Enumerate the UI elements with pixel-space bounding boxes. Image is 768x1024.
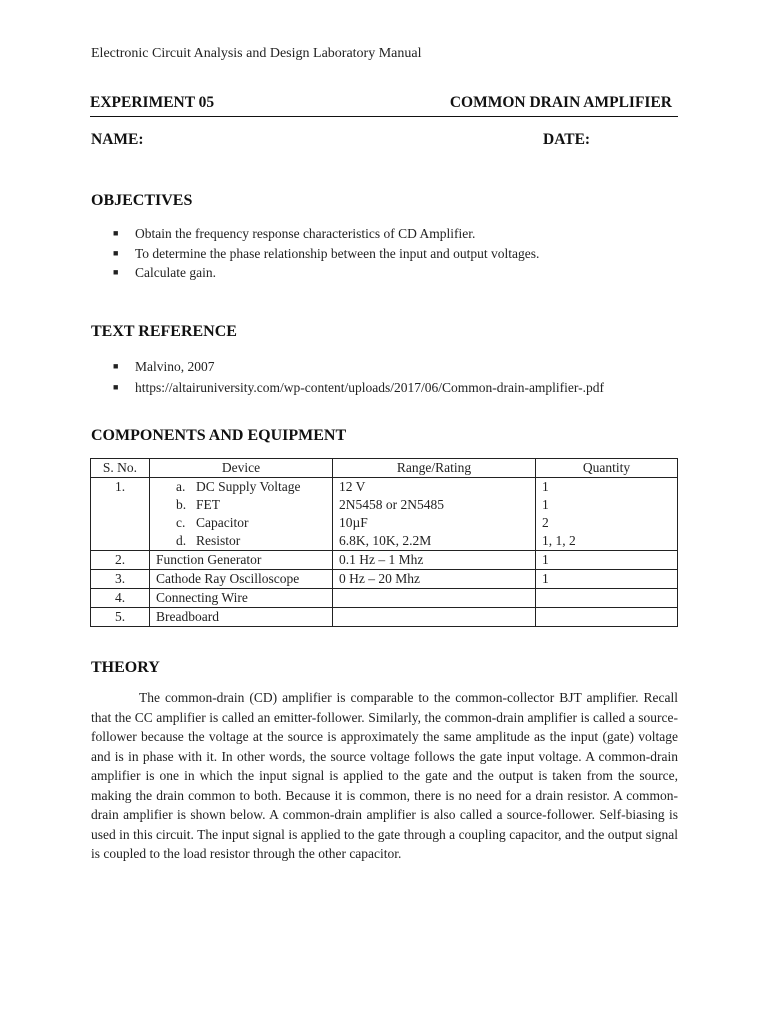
objectives-list: [113, 224, 539, 283]
bullet-icon: ■: [113, 247, 119, 258]
text-reference-heading: TEXT REFERENCE: [91, 323, 237, 340]
quantity-cell: [536, 589, 678, 608]
quantity-cell: 1: [536, 551, 678, 570]
range-cell: 0 Hz – 20 Mhz: [333, 570, 536, 589]
bullet-icon: ■: [113, 228, 119, 238]
experiment-title-line: [90, 94, 678, 117]
components-table: [90, 458, 678, 627]
column-header: S. No.: [91, 459, 150, 478]
column-header: Range/Rating: [333, 459, 536, 478]
device-cell: Connecting Wire: [150, 589, 333, 608]
list-item: [113, 377, 604, 398]
column-header: Device: [150, 459, 333, 478]
table-row: [91, 570, 678, 589]
list-item: ■ Obtain the frequency response characteristics of CD Amplifier.: [113, 224, 539, 244]
bullet-icon: ■: [113, 267, 119, 277]
running-header: Electronic Circuit Analysis and Design Laboratory Manual: [91, 46, 422, 61]
theory-paragraph: The common-drain (CD) amplifier is comparable to the common-collector BJT amplifier. Recall that the CC amplifier is called an emitter-follower. Similarly, the common-drain amplifier is called a source-follower because the voltage at the source is approximately the same amplitude as the input (gate) voltage and is in phase with it. In other words, the source voltage follows the gate input voltage. A common-drain amplifier is one in which the input signal is applied to the gate and the output is taken from the source, making the drain common to both. Because it is common, there is no need for a drain resistor. A common-drain amplifier is shown below. A common-drain amplifier is also called a source-follower. Self-biasing is used in this circuit. The input signal is applied to the gate through a coupling capacitor, and the output signal is coupled to the load resistor through the other capacitor.: [91, 690, 678, 861]
column-header: Quantity: [536, 459, 678, 478]
list-item: ■ To determine the phase relationship between the input and output voltages.: [113, 244, 539, 264]
range-cell: 0.1 Hz – 1 Mhz: [333, 551, 536, 570]
sno-cell: 5.: [91, 608, 150, 627]
name-date-line: [91, 131, 679, 149]
name-label: NAME:: [91, 131, 144, 148]
theory-heading: THEORY: [91, 659, 160, 676]
quantity-cell: 1 1 2 1, 1, 2: [536, 478, 678, 551]
experiment-number: EXPERIMENT 05: [90, 94, 215, 111]
table-header-row: [91, 459, 678, 478]
list-item: ■ Calculate gain.: [113, 263, 539, 283]
sno-cell: 2.: [91, 551, 150, 570]
date-label: DATE:: [543, 131, 591, 148]
range-cell: [333, 608, 536, 627]
table-row: [91, 589, 678, 608]
table-row: [91, 551, 678, 570]
range-cell: 12 V 2N5458 or 2N5485 10µF 6.8K, 10K, 2.2M: [333, 478, 536, 551]
device-cell: Cathode Ray Oscilloscope: [150, 570, 333, 589]
bullet-icon: ■: [113, 361, 119, 371]
experiment-title: COMMON DRAIN AMPLIFIER: [449, 94, 672, 111]
device-cell: Breadboard: [150, 608, 333, 627]
device-cell: Function Generator: [150, 551, 333, 570]
list-item: ■ Malvino, 2007: [113, 356, 604, 377]
quantity-cell: [536, 608, 678, 627]
quantity-cell: 1: [536, 570, 678, 589]
table-row: [91, 478, 678, 551]
reference-link: https://altairuniversity.com/wp-content/uploads/2017/06/Common-drain-amplifier-.pdf: [135, 380, 605, 395]
table-row: [91, 608, 678, 627]
bullet-icon: ■: [113, 382, 119, 392]
components-heading: COMPONENTS AND EQUIPMENT: [91, 427, 347, 444]
objectives-heading: OBJECTIVES: [91, 192, 193, 209]
sno-cell: 3.: [91, 570, 150, 589]
range-cell: [333, 589, 536, 608]
device-cell: a. DC Supply Voltage b. FET c. Capacitor d. Resistor: [150, 478, 333, 551]
sno-cell: 1.: [91, 478, 150, 551]
sno-cell: 4.: [91, 589, 150, 608]
reference-list: [113, 356, 604, 398]
